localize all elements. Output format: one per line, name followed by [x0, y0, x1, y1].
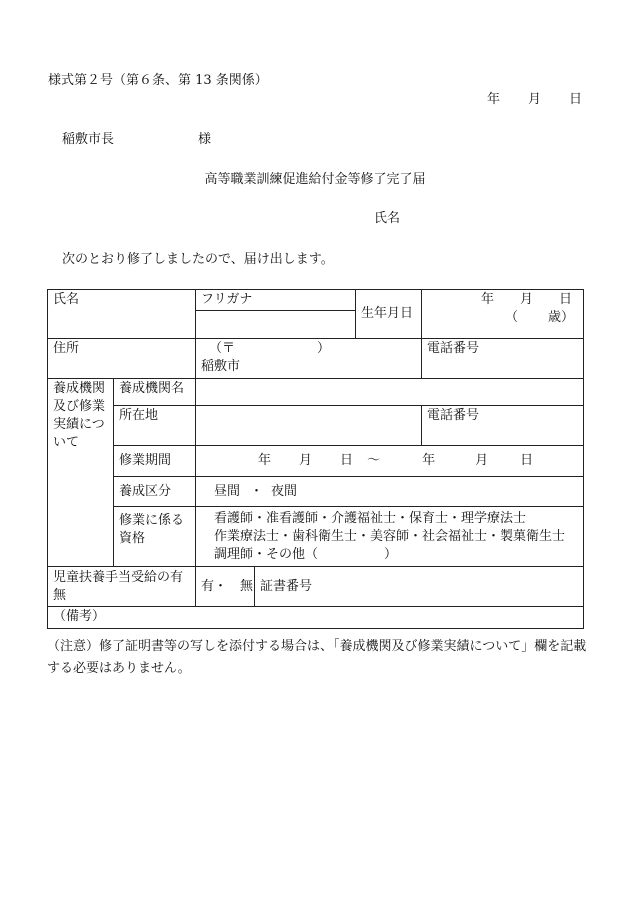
- institution-name-value-cell[interactable]: [196, 379, 584, 406]
- training-type-label-cell: [114, 477, 196, 507]
- qualification-line3-prefix: 調理師・その他（: [214, 547, 319, 562]
- addressee: [62, 132, 211, 148]
- remarks-label: （備考）: [53, 609, 106, 624]
- name-label: 氏名: [53, 292, 80, 307]
- period-start-month: 月: [299, 453, 313, 468]
- date-month: 月: [528, 92, 542, 107]
- age-open: （: [505, 310, 519, 325]
- qualification-line3-suffix: ）: [384, 547, 398, 562]
- birthdate-label: 生年月日: [361, 306, 414, 321]
- furigana-cell[interactable]: [196, 290, 356, 311]
- submission-date: [487, 92, 582, 108]
- institution-section-label: 養成機関及び修業実績について: [53, 381, 106, 450]
- certificate-number-cell[interactable]: [255, 567, 584, 607]
- name-label-cell: [48, 290, 196, 339]
- location-phone-cell[interactable]: [422, 406, 584, 446]
- qualification-value-cell[interactable]: [196, 507, 584, 567]
- addressee-honorific: 様: [198, 132, 212, 147]
- birthdate-value-cell[interactable]: [422, 290, 584, 339]
- postal-open: （〒: [209, 341, 236, 356]
- qualification-label-cell: [114, 507, 196, 567]
- birth-year: 年: [480, 292, 494, 307]
- date-day: 日: [569, 92, 583, 107]
- institution-name-label: 養成機関名: [119, 381, 185, 396]
- qualification-label: 修業に係る資格: [119, 513, 185, 546]
- qualification-line3: [214, 546, 578, 564]
- qualification-line1: 看護師・准看護師・介護福祉士・保育士・理学療法士: [214, 511, 527, 526]
- postal-close: ）: [317, 341, 331, 356]
- addressee-mayor: 稲敷市長: [62, 132, 115, 147]
- training-type-night: 夜間: [271, 483, 298, 499]
- address-label: 住所: [53, 341, 80, 356]
- location-value-cell[interactable]: [196, 406, 422, 446]
- date-year: 年: [487, 92, 501, 107]
- age-close: 歳）: [548, 310, 575, 325]
- period-end-year: 年: [422, 453, 436, 468]
- location-phone-label: 電話番号: [427, 408, 480, 423]
- address-value-cell[interactable]: [196, 339, 422, 379]
- completion-form-table: [47, 289, 584, 629]
- training-type-day: 昼間: [214, 483, 241, 499]
- allowance-options: 有・ 無: [201, 578, 254, 594]
- period-start-year: 年: [258, 453, 272, 468]
- city-prefix: 稲敷市: [201, 359, 241, 374]
- period-value-cell[interactable]: [196, 446, 584, 477]
- phone-cell[interactable]: [422, 339, 584, 379]
- institution-name-label-cell: [114, 379, 196, 406]
- institution-section-cell: [48, 379, 114, 567]
- applicant-name-label: 氏名: [374, 211, 401, 226]
- notice-text: （注意）修了証明書等の写しを添付する場合は、「養成機関及び修業実績について」欄を記載する必要はありません。: [47, 639, 587, 676]
- birth-month: 月: [520, 292, 534, 307]
- period-end-day: 日: [520, 453, 534, 468]
- training-type-value-cell[interactable]: [196, 477, 584, 507]
- furigana-label: フリガナ: [201, 292, 253, 307]
- birth-day: 日: [559, 292, 573, 307]
- address-label-cell: [48, 339, 196, 379]
- intro-text: 次のとおり修了しましたので、届け出します。: [62, 252, 334, 267]
- period-label-cell: [114, 446, 196, 477]
- period-start-day: 日: [340, 453, 354, 468]
- period-end-month: 月: [475, 453, 489, 468]
- document-title: 高等職業訓練促進給付金等修了完了届: [204, 172, 426, 187]
- training-type-sep: ・: [250, 483, 264, 499]
- name-value-cell[interactable]: [196, 311, 356, 339]
- training-type-label: 養成区分: [119, 483, 172, 499]
- phone-label: 電話番号: [427, 341, 480, 356]
- birthdate-label-cell: [356, 290, 422, 339]
- allowance-label: 児童扶養手当受給の有無: [53, 570, 184, 603]
- period-tilde: ～: [367, 453, 381, 468]
- remarks-cell[interactable]: [48, 607, 584, 629]
- location-label: 所在地: [119, 408, 159, 423]
- form-number: 様式第２号（第６条、第 13 条関係）: [48, 73, 268, 88]
- period-label: 修業期間: [119, 453, 172, 468]
- location-label-cell: [114, 406, 196, 446]
- allowance-options-cell[interactable]: [196, 567, 255, 607]
- allowance-label-cell: [48, 567, 196, 607]
- qualification-line2: 作業療法士・歯科衛生士・美容師・社会福祉士・製菓衛生士: [214, 529, 566, 544]
- certificate-number-label: 証書番号: [260, 578, 313, 594]
